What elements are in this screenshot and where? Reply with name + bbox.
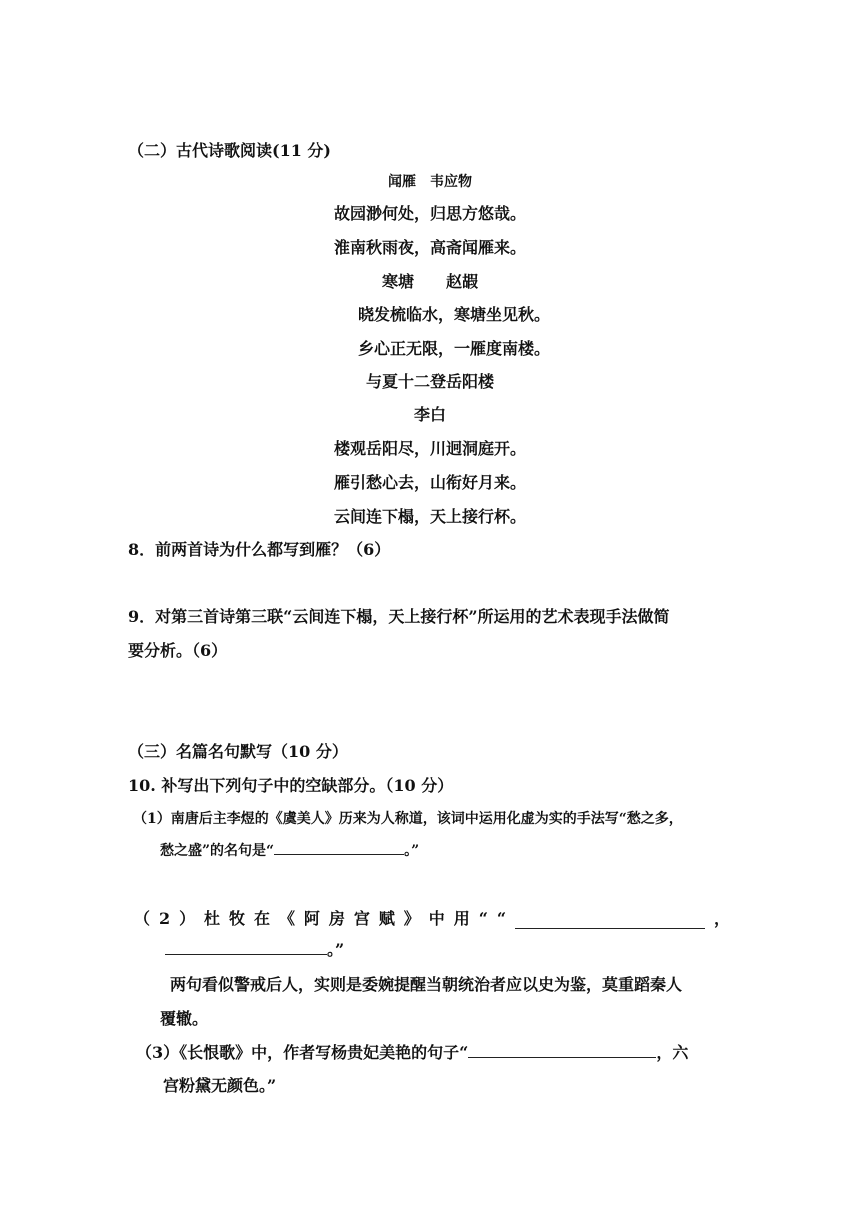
item1-suffix: 。” — [404, 843, 420, 859]
item2-char: ） — [179, 909, 196, 928]
item1-blank[interactable] — [274, 840, 404, 855]
item2-char: ， — [713, 909, 730, 928]
item2-char: 赋 — [378, 909, 395, 928]
item2-char: 牧 — [229, 909, 246, 928]
item2-char: 在 — [253, 909, 270, 928]
poem3-line-1: 楼观岳阳尽，川迥洞庭开。 — [333, 439, 526, 458]
item1-prefix: 愁之盛”的名句是“ — [160, 843, 275, 859]
item2-line-2 — [165, 940, 344, 960]
item2-line-1 — [134, 909, 730, 929]
item2-char: 《 — [278, 909, 295, 928]
poem2-line-1: 晓发梳临水，寒塘坐见秋。 — [358, 305, 551, 324]
poem3-title: 与夏十二登岳阳楼 — [365, 372, 494, 391]
section3-heading: （三）名篇名句默写（10 分） — [128, 742, 348, 761]
item2-char: 》 — [403, 909, 420, 928]
question-10: 10. 补写出下列句子中的空缺部分。（10 分） — [128, 776, 454, 795]
item2-blank-1[interactable] — [515, 914, 705, 929]
item3-line-2: 宫粉黛无颜色。” — [163, 1076, 277, 1095]
poem3-line-3: 云间连下榻，天上接行杯。 — [333, 507, 526, 526]
item2-line-4: 覆辙。 — [160, 1009, 209, 1028]
item2-char: “ — [478, 909, 488, 928]
item3-blank[interactable] — [468, 1043, 656, 1058]
poem3-author: 李白 — [413, 405, 446, 424]
question-9-line-1: 9．对第三首诗第三联“云间连下榻，天上接行杯”所运用的艺术表现手法做简 — [128, 607, 670, 626]
item2-char: 用 — [453, 909, 470, 928]
poem1-line-2: 淮南秋雨夜，高斋闻雁来。 — [333, 238, 526, 257]
item2-char: 杜 — [204, 909, 221, 928]
item1-line-1: （1）南唐后主李煜的《虞美人》历来为人称道，该词中运用化虚为实的手法写“愁之多， — [133, 811, 683, 827]
poem1-line-1: 故园渺何处，归思方悠哉。 — [333, 204, 526, 223]
item2-line-3: 两句看似警戒后人，实则是委婉提醒当朝统治者应以史为鉴，莫重蹈秦人 — [170, 975, 683, 994]
poem2-title: 寒塘 赵嘏 — [381, 272, 478, 291]
item2-suffix: 。” — [327, 940, 345, 959]
item2-char: “ — [496, 909, 507, 928]
item2-blank-2[interactable] — [165, 940, 327, 955]
item2-char: 2 — [158, 909, 171, 928]
poem2-line-2: 乡心正无限，一雁度南楼。 — [358, 339, 551, 358]
question-8: 8．前两首诗为什么都写到雁？（6） — [128, 540, 391, 559]
item2-char: 中 — [428, 909, 445, 928]
item3-line-1 — [136, 1043, 688, 1063]
section2-heading: （二）古代诗歌阅读(11 分) — [128, 141, 331, 160]
item2-char: 宫 — [353, 909, 370, 928]
item1-line-2 — [160, 840, 419, 861]
question-9-line-2: 要分析。（6） — [128, 641, 228, 660]
item3-suffix: ，六 — [656, 1043, 689, 1062]
poem3-line-2: 雁引愁心去，山衔好月来。 — [333, 473, 526, 492]
poem1-title: 闻雁 韦应物 — [388, 174, 472, 190]
item2-char: 房 — [328, 909, 345, 928]
item2-char: （ — [134, 909, 151, 928]
item3-prefix: （3）《长恨歌》中，作者写杨贵妃美艳的句子“ — [136, 1043, 469, 1062]
item2-char: 阿 — [303, 909, 320, 928]
